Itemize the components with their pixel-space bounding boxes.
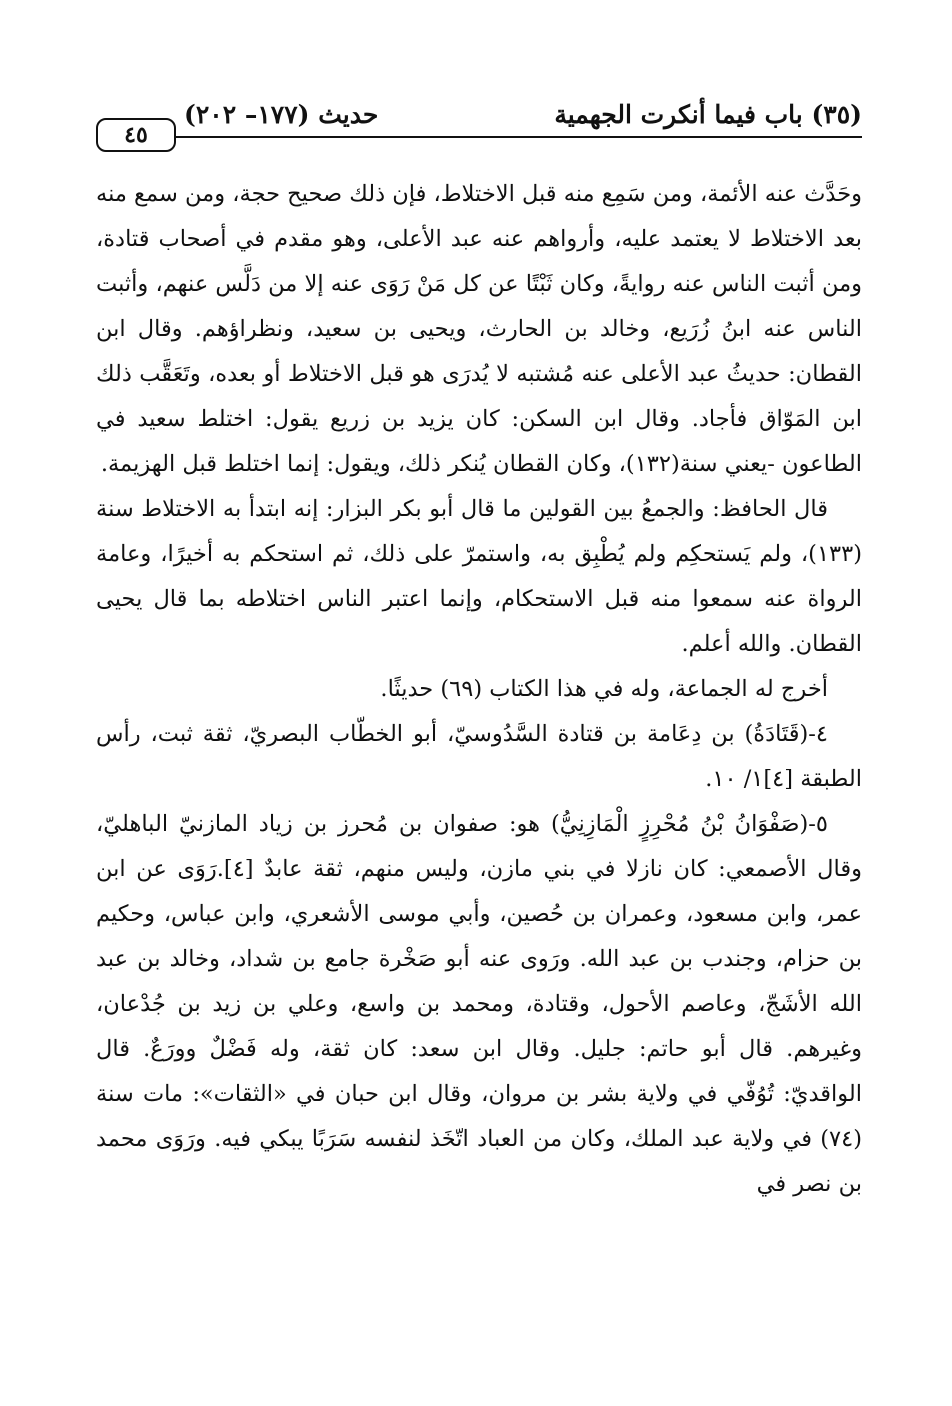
paragraph-narrator-safwan: ٥-(صَفْوَانُ بْنُ مُحْرِزٍ الْمَازِنِيُّ) هو: صفوان بن مُحرز بن زياد المازنيّ الباهليّ، وقال الأصمعي: كان نازلا في بني مازن، وليس منهم، ثقة عابدٌ [٤].رَوَى عن ابن عمر، وابن مسعود، وعمران بن حُصين، وأبي موسى الأشعري، وابن عباس، وحكيم بن حزام، وجندب بن عبد الله. ورَوى عنه أبو صَخْرة جامع بن شداد، وخالد بن عبد الله الأشَجّ، وعاصم الأحول، وقتادة، ومحمد بن واسع، وعلي بن زيد بن جُدْعان، وغيرهم. قال أبو حاتم: جليل. وقال ابن سعد: كان ثقة، وله فَضْلٌ وورَعٌ. قال الواقديّ: تُوُفّي في ولاية بشر بن مروان، وقال ابن حبان في «الثقات»: مات سنة (٧٤) في ولاية عبد الملك، وكان من العباد اتّخَذ لنفسه سَرَبًا يبكي فيه. ورَوَى محمد بن نصر في bbox=[96, 811, 862, 1197]
chapter-title: (٣٥) باب فيما أنكرت الجهمية bbox=[554, 100, 862, 129]
paragraph-hafiz-note: قال الحافظ: والجمعُ بين القولين ما قال أبو بكر البزار: إنه ابتدأ به الاختلاط سنة (١٣٣)، ولم يَستحكِم ولم يُطْبِق به، واستمرّ على ذلك، ثم استحكم به أخيرًا، وعامة الرواة عنه سمعوا منه قبل الاستحكام، وإنما اعتبر الناس اختلاطه بما قال يحيى القطان. والله أعلم. bbox=[96, 496, 862, 657]
page-number: ٤٥ bbox=[96, 118, 176, 152]
paragraph-narrator-qatada: ٤-(قَتَادَةُ) بن دِعَامة بن قتادة السَّدُوسيّ، أبو الخطّاب البصريّ، ثقة ثبت، رأس الطبقة [٤]١/ ١٠. bbox=[96, 721, 862, 792]
page-body bbox=[96, 172, 862, 1207]
header-rule bbox=[176, 136, 862, 138]
paragraph-takhrij: أخرج له الجماعة، وله في هذا الكتاب (٦٩) حديثًا. bbox=[380, 676, 828, 702]
paragraph-continuation: وحَدَّث عنه الأئمة، ومن سَمِع منه قبل الاختلاط، فإن ذلك صحيح حجة، ومن سمع منه بعد الاختلاط لا يعتمد عليه، وأرواهم عنه عبد الأعلى، وهو مقدم في أصحاب قتادة، ومن أثبت الناس عنه روايةً، وكان ثَبْتًا عن كل مَنْ رَوَى عنه إلا من دَلَّس عنهم، وأثبت الناس عنه ابنُ زُرَيع، وخالد بن الحارث، ويحيى بن سعيد، ونظراؤهم. وقال ابن القطان: حديثُ عبد الأعلى عنه مُشتبه لا يُدرَى هو قبل الاختلاط أو بعده، وتَعَقَّب ذلك ابن المَوّاق فأجاد. وقال ابن السكن: كان يزيد بن زريع يقول: اختلط سعيد في الطاعون -يعني سنة(١٣٢)، وكان القطان يُنكر ذلك، ويقول: إنما اختلط قبل الهزيمة. bbox=[96, 181, 862, 477]
running-header bbox=[96, 100, 862, 152]
hadith-range: حديث (١٧٧– ٢٠٢) bbox=[184, 100, 379, 129]
